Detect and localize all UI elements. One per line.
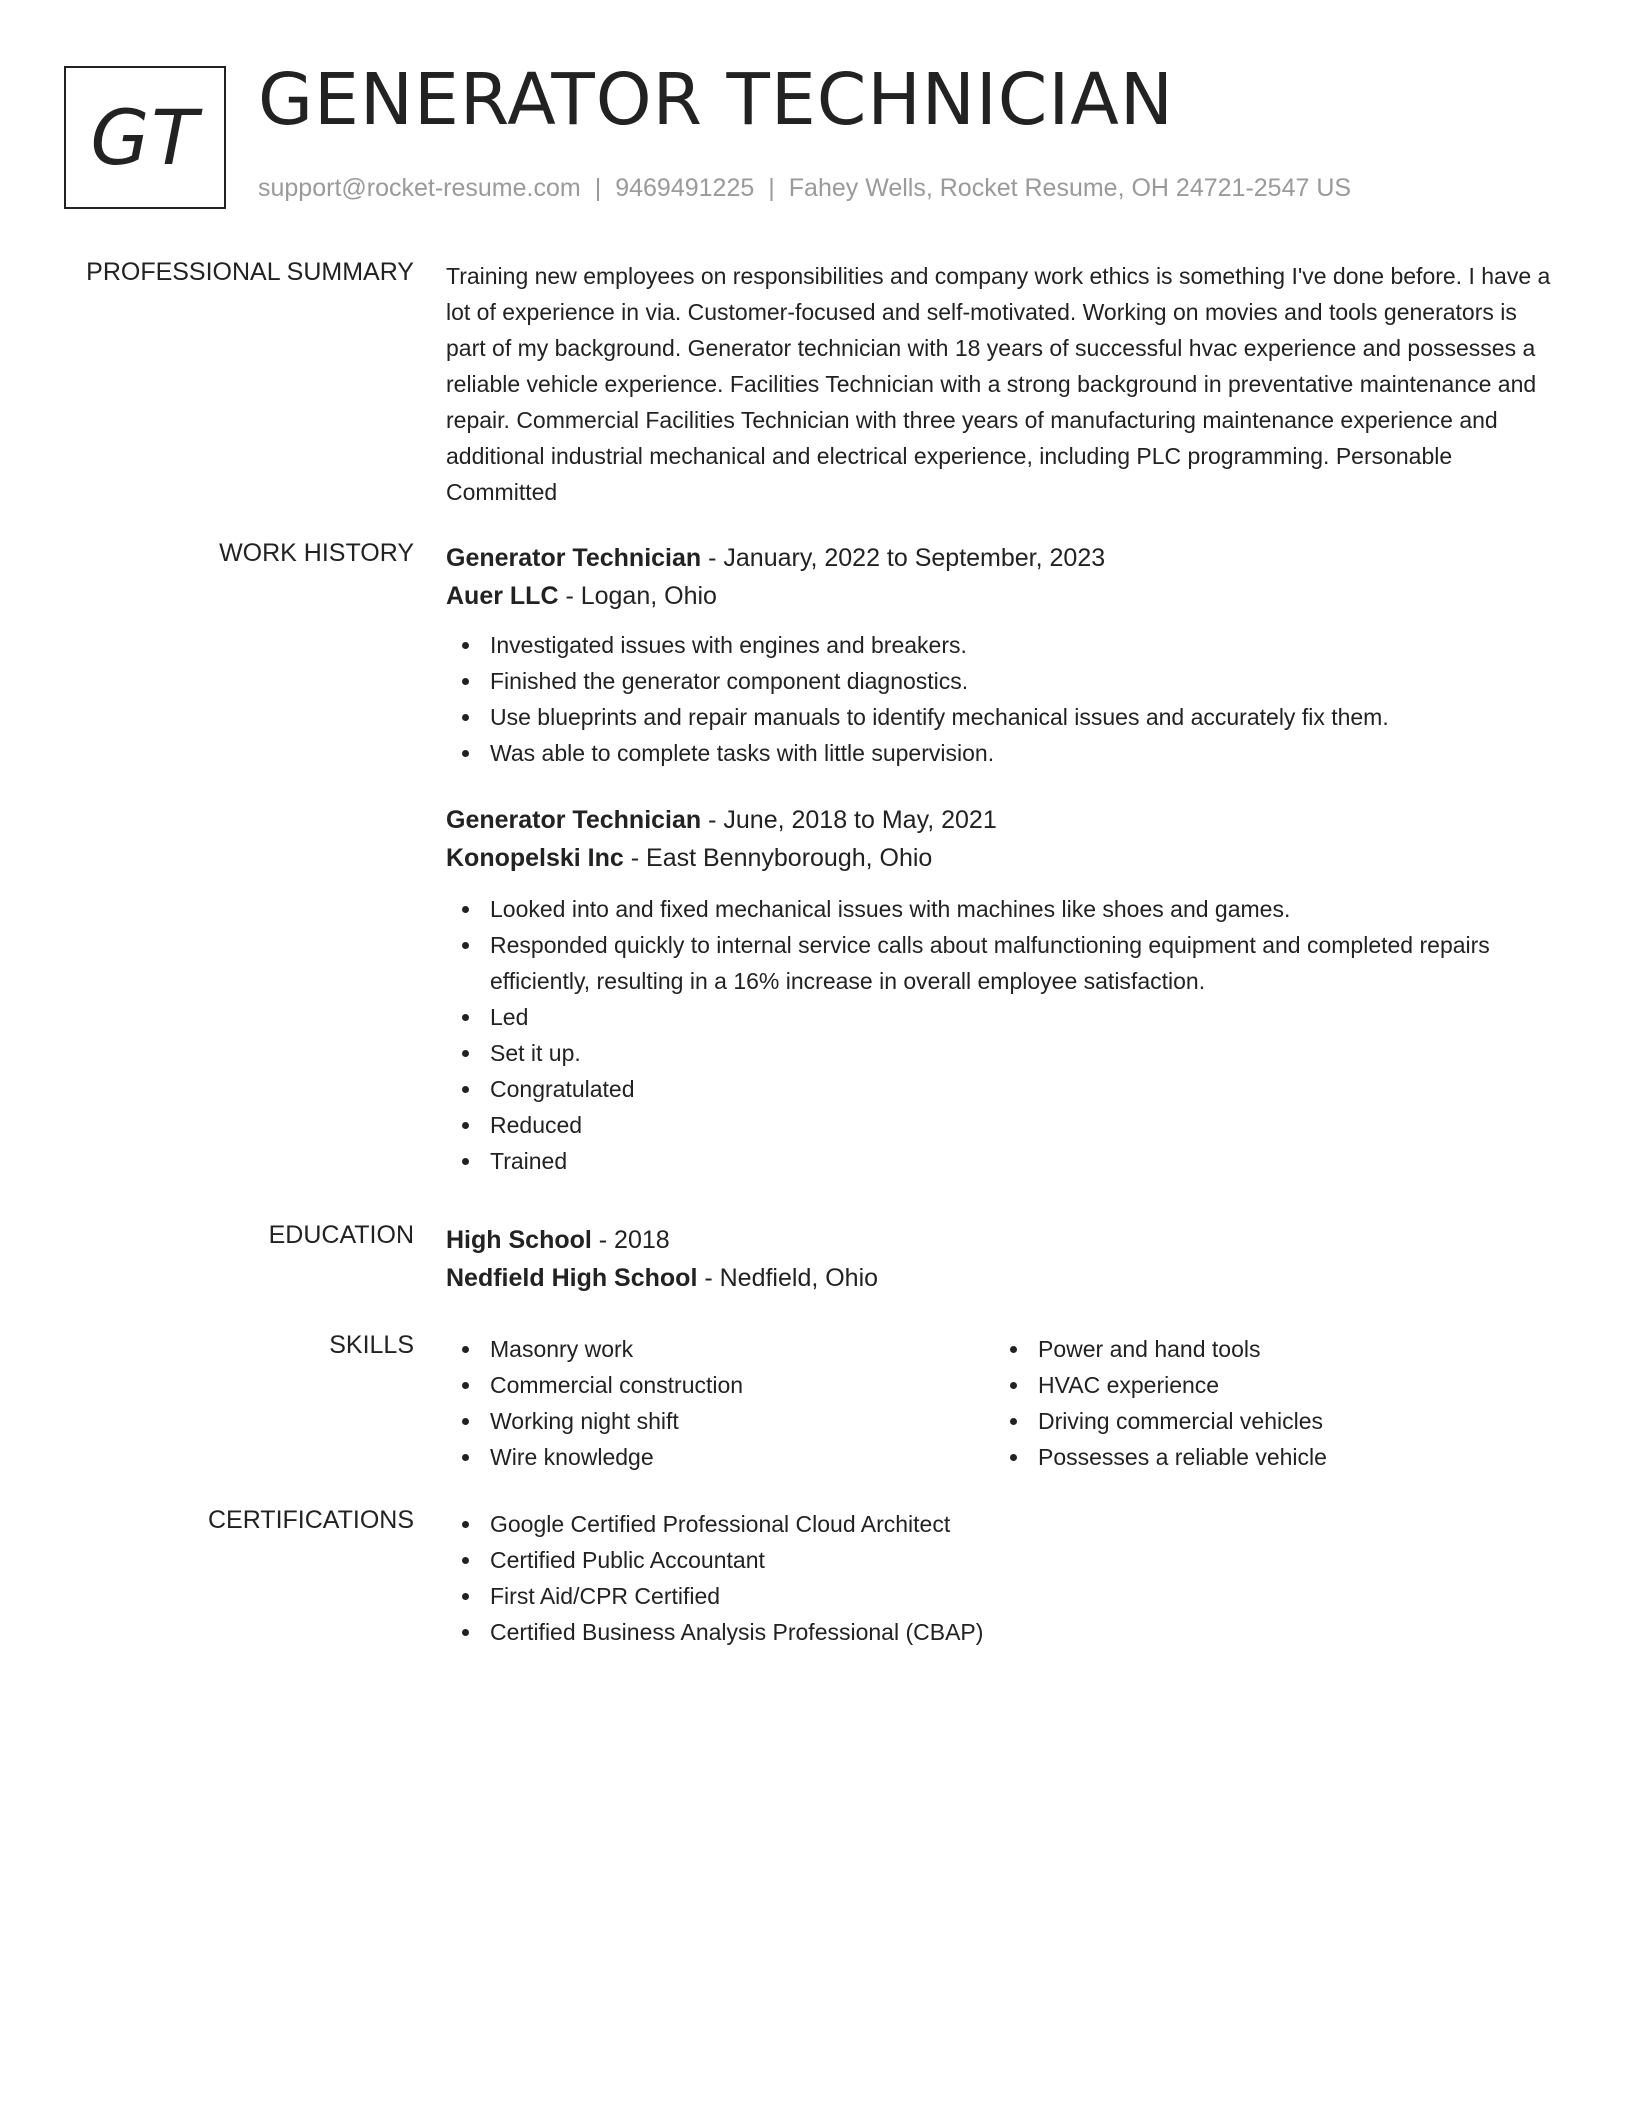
contact-email[interactable]: support@rocket-resume.com bbox=[258, 174, 581, 202]
list-item: Looked into and fixed mechanical issues with machines like shoes and games. bbox=[446, 891, 1562, 927]
list-item: Power and hand tools bbox=[994, 1331, 1542, 1367]
job-title: Generator Technician bbox=[446, 544, 702, 572]
list-item: Investigated issues with engines and breakers. bbox=[446, 627, 1562, 663]
section-label-skills: SKILLS bbox=[329, 1331, 414, 1359]
education-body bbox=[446, 1221, 1562, 1297]
list-item: Reduced bbox=[446, 1107, 1562, 1143]
section-label-certifications: CERTIFICATIONS bbox=[207, 1506, 414, 1534]
list-item: Use blueprints and repair manuals to identify mechanical issues and accurately fix them. bbox=[446, 699, 1562, 735]
skills-list-left bbox=[446, 1331, 994, 1475]
job-company-line bbox=[446, 839, 1562, 877]
job-company: Konopelski Inc bbox=[446, 844, 624, 872]
list-item: Was able to complete tasks with little supervision. bbox=[446, 735, 1562, 771]
list-item: Driving commercial vehicles bbox=[994, 1403, 1542, 1439]
skills-grid bbox=[446, 1331, 1562, 1475]
list-item: Commercial construction bbox=[446, 1367, 994, 1403]
list-item: Masonry work bbox=[446, 1331, 994, 1367]
job-title: Generator Technician bbox=[446, 806, 702, 834]
job-company: Auer LLC bbox=[446, 582, 559, 610]
contact-separator: | bbox=[594, 174, 602, 202]
contact-address: Fahey Wells, Rocket Resume, OH 24721-2547 US bbox=[788, 174, 1352, 202]
education-location: - Nedfield, Ohio bbox=[697, 1264, 879, 1292]
list-item: Wire knowledge bbox=[446, 1439, 994, 1475]
job-duties-list bbox=[446, 627, 1562, 771]
section-label-summary: PROFESSIONAL SUMMARY bbox=[86, 258, 414, 286]
contact-phone[interactable]: 9469491225 bbox=[615, 174, 755, 202]
education-school-line bbox=[446, 1259, 1562, 1297]
job-dates: - June, 2018 to May, 2021 bbox=[701, 806, 997, 834]
candidate-name: GENERATOR TECHNICIAN bbox=[258, 58, 1174, 141]
list-item: Certified Public Accountant bbox=[446, 1542, 1562, 1578]
job-entry bbox=[446, 539, 1562, 771]
list-item: Led bbox=[446, 999, 1562, 1035]
list-item: Working night shift bbox=[446, 1403, 994, 1439]
list-item: HVAC experience bbox=[994, 1367, 1542, 1403]
work-history-body bbox=[446, 539, 1562, 1179]
list-item: First Aid/CPR Certified bbox=[446, 1578, 1562, 1614]
education-degree-line bbox=[446, 1221, 1562, 1259]
list-item: Certified Business Analysis Professional (CBAP) bbox=[446, 1614, 1562, 1650]
list-item: Finished the generator component diagnostics. bbox=[446, 663, 1562, 699]
contact-line bbox=[258, 174, 1351, 203]
skills-list-right bbox=[994, 1331, 1542, 1475]
list-item: Trained bbox=[446, 1143, 1562, 1179]
list-item: Congratulated bbox=[446, 1071, 1562, 1107]
certifications-list bbox=[446, 1506, 1562, 1650]
monogram-box bbox=[64, 66, 226, 209]
job-location: - Logan, Ohio bbox=[558, 582, 717, 610]
list-item: Responded quickly to internal service calls about malfunctioning equipment and completed repairs efficiently, resulting in a 16% increase in overall employee satisfaction. bbox=[446, 927, 1562, 999]
job-duties-list bbox=[446, 891, 1562, 1179]
job-title-line bbox=[446, 801, 1562, 839]
job-title-line bbox=[446, 539, 1562, 577]
summary-text: Training new employees on responsibilities and company work ethics is something I've done before. I have a lot of experience in via. Customer-focused and self-motivated. Working on movies and tools generators is part of my background. Generator technician with 18 years of successful hvac experience and possesses a reliable vehicle experience. Facilities Technician with a strong background in preventative maintenance and repair. Commercial Facilities Technician with three years of manufacturing maintenance experience and additional industrial mechanical and electrical experience, including PLC programming. Personable Committed bbox=[446, 263, 1551, 505]
education-degree: High School bbox=[446, 1226, 592, 1254]
certifications-body bbox=[446, 1506, 1562, 1650]
job-company-line bbox=[446, 577, 1562, 615]
section-label-education: EDUCATION bbox=[268, 1221, 414, 1249]
job-dates: - January, 2022 to September, 2023 bbox=[701, 544, 1106, 572]
contact-separator: | bbox=[768, 174, 775, 202]
list-item: Set it up. bbox=[446, 1035, 1562, 1071]
monogram-initials: GT bbox=[90, 93, 200, 182]
list-item: Google Certified Professional Cloud Architect bbox=[446, 1506, 1562, 1542]
education-school: Nedfield High School bbox=[446, 1264, 698, 1292]
job-entry bbox=[446, 801, 1562, 1179]
list-item: Possesses a reliable vehicle bbox=[994, 1439, 1542, 1475]
section-label-work-history: WORK HISTORY bbox=[219, 539, 414, 567]
job-location: - East Bennyborough, Ohio bbox=[623, 844, 933, 872]
education-year: - 2018 bbox=[591, 1226, 670, 1254]
